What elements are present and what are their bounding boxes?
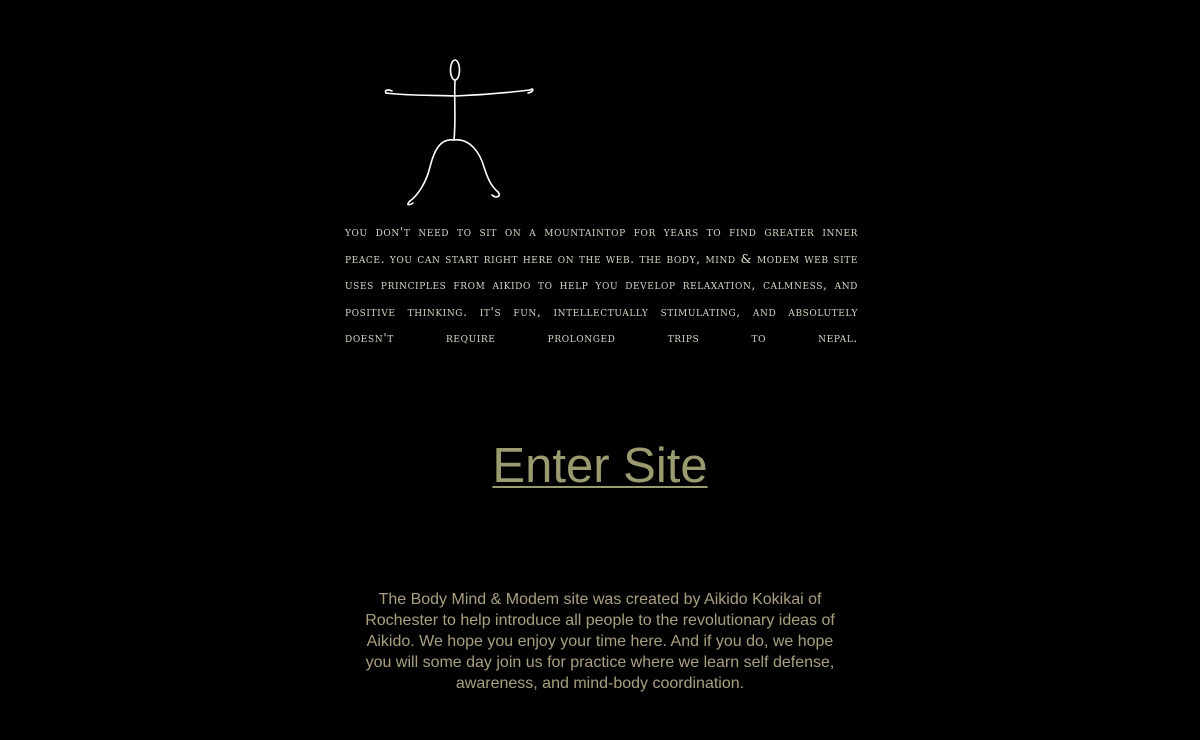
intro-text: you don't need to sit on a mountaintop for years to find greater inner peace. you can start right here on the web. the body, mind & modem web site uses principles from aikido to help you develop relaxation, calmness, and positive thinking. it's fun, intellectually stimulating, and absolutely doesn't require prolonged trips to nepal. — [345, 224, 858, 346]
enter-site-link[interactable]: Enter Site — [492, 439, 708, 493]
stick-figure-icon — [380, 55, 540, 210]
about-text: The Body Mind & Modem site was created by Aikido Kokikai of Rochester to help introduce all people to the revolutionary ideas of Aikido. We hope you enjoy your time here. And if you do, we hope you will some day join us for practice where we learn self defense, awareness, and mind-body coordination. — [365, 591, 835, 692]
